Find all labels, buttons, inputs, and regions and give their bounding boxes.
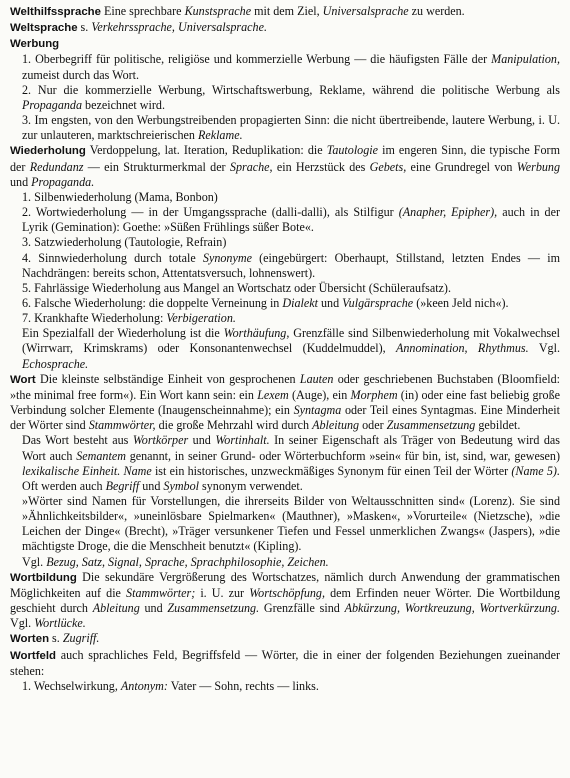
text-segment: auch in der Lyrik (Gemination): Goethe: »Süßen Frühlings süßer Bote«. — [22, 205, 560, 235]
cross-reference: Zugriff. — [62, 631, 100, 646]
text-segment: Vater — Sohn, rechts — links. — [167, 678, 319, 693]
cross-reference: Semantem — [76, 448, 126, 463]
headword: Weltsprache — [10, 22, 78, 35]
cross-reference: Lauten — [299, 371, 334, 386]
text-segment: 2. Wortwiederholung — in der Umgangssprache (dalli-dalli), als Stilfigur — [22, 205, 399, 220]
cross-reference: Synonyme — [202, 250, 252, 265]
cross-reference: Verbigeration. — [166, 311, 236, 326]
entry-head-paragraph — [10, 143, 560, 189]
text-segment: s. — [49, 631, 63, 646]
entry-paragraph — [10, 190, 560, 205]
text-segment: dem Erfinden neuer Wörter. Die Wortbildung geschieht durch — [10, 585, 560, 616]
text-segment: die große Mehrzahl wird durch — [155, 418, 313, 433]
entry-werbung — [10, 36, 560, 143]
text-segment: ein Herzstück des — [272, 159, 370, 174]
text-segment: synonym verwendet. — [199, 478, 303, 493]
cross-reference: Verkehrssprache, Universalsprache. — [91, 20, 267, 35]
text-segment: 3. Im engsten, von den Werbungstreibenden propagierten Sinn: die nicht übertreibende, lautere Werbung, i. U. zur unlauteren, marktschreierischen — [22, 113, 560, 143]
entry-weltsprache — [10, 20, 560, 36]
entry-paragraph — [10, 433, 560, 494]
entry-head-paragraph — [10, 4, 560, 20]
text-segment: 1. Wechselwirkung, — [22, 678, 121, 693]
text-segment: bezeichnet wird. — [82, 97, 165, 112]
text-segment: gebildet. — [475, 418, 521, 433]
text-segment: »Wörter sind Namen für Vorstellungen, die ihrerseits Bilder von Weltausschnitten sind« (Lorenz). Sie sind »Ähnlichkeitsbilder«, »uneinlösbare Spielmarken« (Mauthner), »Masken«, »Vorurteile« (Nietzsche), »die Leichen der Dinge« (Brecht), »Träger versunkener Tiefen und Fessel unmerklichen Zwangs« (Jaspers), »die mächtigste Droge, die die Menschheit benutzt« (Kipling). — [22, 494, 560, 554]
entry-wortbildung — [10, 570, 560, 632]
headword: Welthilfssprache — [10, 6, 101, 18]
cross-reference: lexikalische Einheit. — [22, 463, 121, 478]
cross-reference: Werbung — [516, 159, 561, 174]
text-segment: 6. Falsche Wiederholung: die doppelte Verneinung in — [22, 295, 283, 310]
entry-wiederholung — [10, 143, 560, 371]
cross-reference: Bezug, Satz, Signal, Sprache, Sprachphilosophie, Zeichen. — [46, 554, 329, 569]
entry-worten — [10, 631, 560, 647]
text-segment: im engeren Sinn, die typische Form der — [10, 143, 560, 174]
text-segment: — ein Strukturmerkmal der — [83, 159, 230, 174]
text-segment: 5. Fahrlässige Wiederholung aus Mangel an Wortschatz oder Übersicht (Schüleraufsatz). — [22, 280, 451, 295]
text-segment: und — [139, 601, 168, 616]
cross-reference: Redundanz — [29, 159, 84, 174]
text-segment: oder — [359, 418, 387, 433]
entry-paragraph — [10, 326, 560, 371]
cross-reference: Tautologie — [326, 143, 379, 158]
cross-reference: Annomination, Rhythmus. — [396, 341, 529, 356]
entry-paragraph — [10, 251, 560, 281]
entry-paragraph — [10, 113, 560, 143]
headword: Wort — [10, 373, 36, 386]
entry-paragraph — [10, 494, 560, 555]
text-segment: Vgl. — [22, 554, 47, 569]
cross-reference: Propaganda — [22, 97, 83, 112]
entry-head-paragraph — [10, 36, 560, 52]
cross-reference: (Name 5). — [511, 463, 560, 478]
cross-reference: Wortschöpfung, — [249, 585, 326, 600]
entry-paragraph — [10, 52, 560, 82]
text-segment: 1. Oberbegriff für politische, religiöse und kommerzielle Werbung — die häufigsten Fälle der — [22, 52, 492, 67]
cross-reference: Universalsprache — [322, 4, 409, 18]
cross-reference: Name — [123, 463, 152, 478]
text-segment: i. U. zur — [195, 585, 250, 600]
cross-reference: Reklame. — [197, 128, 243, 143]
entry-paragraph — [10, 311, 560, 326]
text-segment: oder geschriebenen Buchstaben (Bloomfield: »the minimal free form«). Ein Wort kann sein: ein — [10, 371, 560, 402]
text-segment: Grenzfälle sind — [259, 601, 345, 616]
text-segment: s. — [77, 20, 92, 35]
text-segment: In seiner Eigenschaft als Träger von Bedeutung wird das Wort auch — [22, 433, 560, 463]
cross-reference: Stammwörter; — [126, 585, 196, 600]
text-segment: zumeist durch das Wort. — [22, 67, 140, 82]
cross-reference: Syntagma — [293, 403, 342, 418]
text-segment: Verdoppelung, lat. Iteration, Reduplikation: die — [85, 143, 327, 158]
text-segment: (»keen Jeld nich«). — [413, 295, 509, 310]
headword: Wiederholung — [10, 145, 86, 158]
cross-reference: Lexem — [257, 387, 289, 402]
entry-head-paragraph — [10, 372, 560, 434]
text-segment: Oft werden auch — [22, 478, 106, 493]
text-segment: 1. Silbenwiederholung (Mama, Bonbon) — [22, 189, 218, 204]
cross-reference: Begriff — [105, 478, 140, 493]
text-segment: zu werden. — [408, 4, 465, 18]
text-segment: Grenzfälle sind Silbenwiederholung mit Vokalwechsel (Wirrwarr, Krimskrams) oder Konsonantenwechsel (Kuddelmuddel), — [22, 326, 560, 356]
text-segment: eine Grundregel von — [406, 159, 517, 174]
entry-head-paragraph — [10, 570, 560, 632]
entry-head-paragraph — [10, 648, 560, 679]
entry-paragraph — [10, 83, 560, 113]
text-segment: Vgl. — [528, 341, 560, 356]
entry-paragraph — [10, 235, 560, 250]
cross-reference: Gebets, — [369, 159, 407, 174]
text-segment: (eingebürgert: Oberhaupt, Stillstand, letzten Endes — im Nachdrängen: bereits schon, Attentatsversuch, lohnenswert). — [22, 250, 560, 280]
entry-paragraph — [10, 205, 560, 235]
entry-paragraph — [10, 555, 560, 570]
cross-reference: Wortlücke. — [34, 616, 86, 631]
cross-reference: Symbol — [163, 478, 200, 493]
cross-reference: Sprache, — [229, 159, 273, 174]
text-segment: und — [317, 295, 343, 310]
entry-wortfeld — [10, 648, 560, 694]
cross-reference: Dialekt — [282, 295, 318, 310]
headword: Wortfeld — [10, 649, 56, 662]
entry-head-paragraph — [10, 20, 560, 36]
cross-reference: (Anapher, Epipher), — [398, 205, 498, 220]
cross-reference: Ableitung — [312, 418, 360, 433]
text-segment: auch sprachliches Feld, Begriffsfeld — Wörter, die in einer der folgenden Beziehungen zueinander stehen: — [10, 647, 560, 678]
entry-welthilfssprache — [10, 4, 560, 20]
cross-reference: Worthäufung, — [223, 326, 290, 341]
cross-reference: Abkürzung, Wortkreuzung, Wortverkürzung. — [344, 601, 561, 616]
text-segment: (Auge), ein — [288, 387, 351, 402]
text-segment: Die kleinste selbständige Einheit von gesprochenen — [35, 371, 300, 386]
cross-reference: Manipulation, — [491, 52, 560, 67]
text-segment: Eine sprechbare — [100, 4, 185, 18]
cross-reference: Antonym: — [120, 678, 168, 693]
text-segment: 3. Satzwiederholung (Tautologie, Refrain) — [22, 235, 227, 250]
cross-reference: Kunstsprache — [184, 4, 252, 18]
entry-paragraph — [10, 296, 560, 311]
headword: Werbung — [10, 38, 60, 51]
cross-reference: Propaganda. — [31, 174, 95, 189]
cross-reference: Zusammensetzung — [386, 418, 476, 433]
text-segment: und — [188, 433, 216, 448]
cross-reference: Vulgärsprache — [342, 295, 414, 310]
text-segment: ist ein historisches, unzweckmäßiges Synonym für einen Teil der Wörter — [151, 463, 512, 478]
text-segment: genannt, in seiner Grund- oder Wörterbuchform »sein« für bin, ist, sind, war, gewesen) — [125, 448, 560, 463]
cross-reference: Stammwörter, — [88, 418, 156, 433]
cross-reference: Wortkörper — [132, 433, 189, 448]
entry-paragraph — [10, 679, 560, 694]
text-segment: mit dem Ziel, — [251, 4, 323, 18]
headword: Wortbildung — [10, 571, 77, 584]
text-segment: 2. Nur die kommerzielle Werbung, Wirtschaftswerbung, Reklame, während die politische Werbung als — [22, 82, 560, 97]
entry-head-paragraph — [10, 631, 560, 647]
cross-reference: Echosprache. — [22, 356, 89, 371]
text-segment: Vgl. — [10, 616, 35, 631]
entry-paragraph — [10, 281, 560, 296]
cross-reference: Morphem — [350, 387, 398, 402]
headword: Worten — [10, 633, 50, 646]
text-segment: 7. Krankhafte Wiederholung: — [22, 311, 167, 326]
text-segment: 4. Sinnwiederholung durch totale — [22, 250, 203, 265]
cross-reference: Wortinhalt. — [215, 433, 270, 448]
text-segment: Das Wort besteht aus — [22, 433, 133, 448]
text-segment: oder Teil eines Syntagmas. Eine Minderheit der Wörter sind — [10, 403, 561, 433]
cross-reference: Ableitung — [92, 601, 140, 616]
text-segment: (in) oder eine fast beliebig große Verbindung solcher Elemente (Inaugenscheinnahme); ein — [10, 387, 560, 418]
text-segment: und — [139, 478, 164, 493]
text-segment: Die sekundäre Vergrößerung des Wortschatzes, nämlich durch Anwendung der grammatischen Möglichkeiten auf die — [10, 569, 560, 600]
text-segment: und — [10, 174, 32, 189]
cross-reference: Zusammensetzung. — [167, 601, 260, 616]
entry-wort — [10, 372, 560, 570]
text-segment: Ein Spezialfall der Wiederholung ist die — [22, 326, 224, 341]
